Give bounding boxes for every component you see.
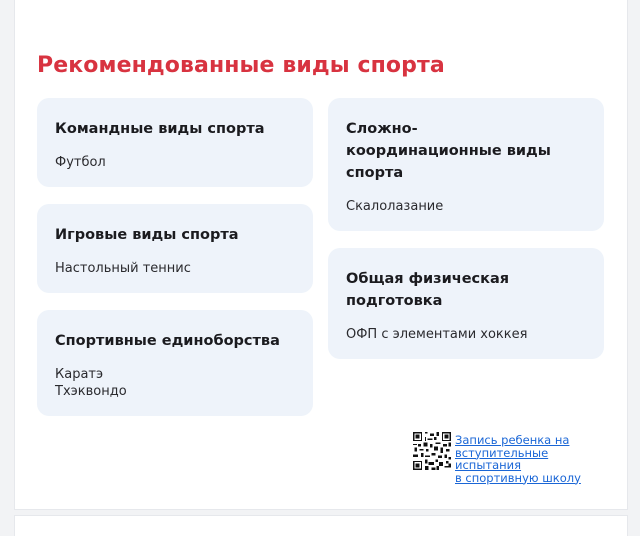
card-title: Игровые виды спорта <box>55 227 239 243</box>
card-item: Футбол <box>55 155 106 170</box>
card-item: Тхэквондо <box>55 384 127 399</box>
card-title: Сложно-координационные виды спорта <box>346 121 551 181</box>
card-item: Настольный теннис <box>55 261 191 276</box>
card-title: Спортивные единоборства <box>55 333 280 349</box>
left-column <box>37 98 313 433</box>
enroll-link-line-2: вступительные испытания <box>455 445 549 472</box>
card-title: Командные виды спорта <box>55 121 265 137</box>
card-item: Скалолазание <box>346 199 444 214</box>
right-column <box>328 98 604 376</box>
qr-code-icon[interactable] <box>413 432 451 470</box>
sport-card-general-fitness <box>328 248 604 359</box>
card-item: Каратэ <box>55 367 104 382</box>
sport-card-martial-arts <box>37 310 313 416</box>
enroll-link-line-3: в спортивную школу <box>455 470 581 485</box>
enroll-link[interactable] <box>455 434 615 484</box>
card-title: Общая физическая подготовка <box>346 271 510 309</box>
sport-card-team <box>37 98 313 187</box>
enroll-link-line-1: Запись ребенка на <box>455 433 570 447</box>
next-sheet-edge <box>14 515 628 536</box>
sport-card-games <box>37 204 313 293</box>
sport-card-coordination <box>328 98 604 231</box>
section-title: Рекомендованные виды спорта <box>37 53 445 78</box>
content-sheet <box>14 0 628 510</box>
enroll-block <box>413 432 615 484</box>
card-item: ОФП с элементами хоккея <box>346 327 528 342</box>
